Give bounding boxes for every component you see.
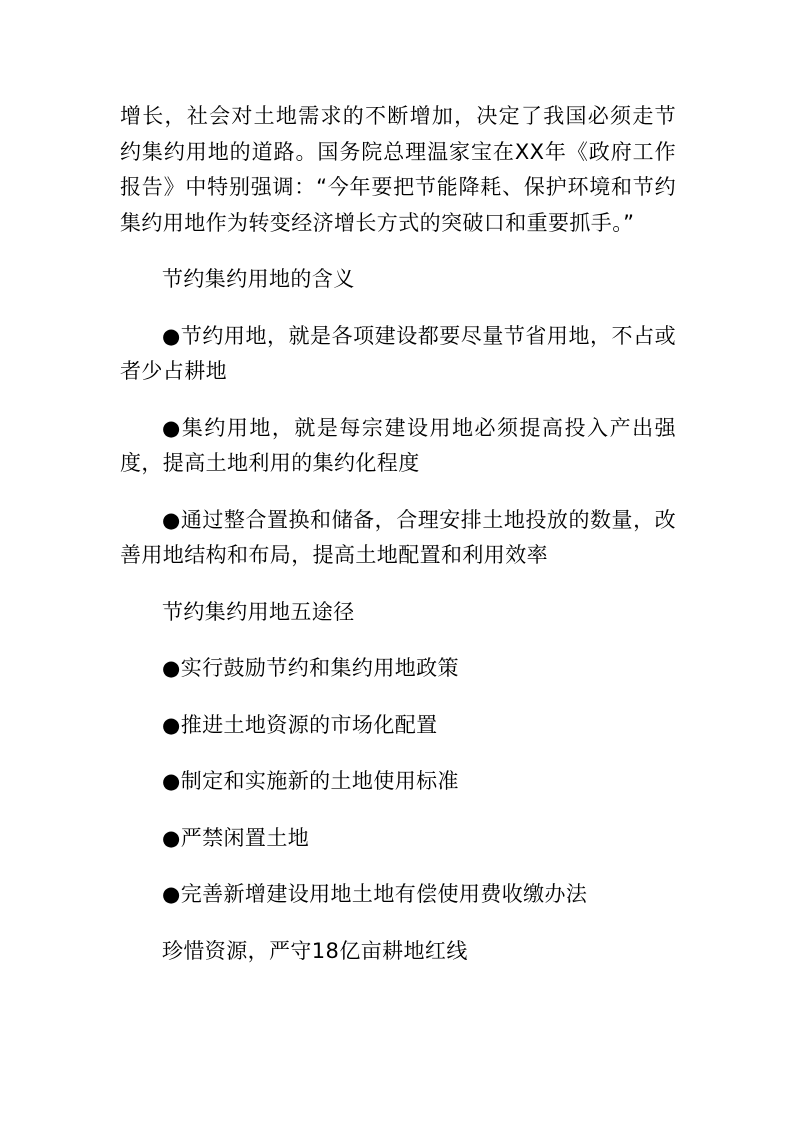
section-heading-red-line: 珍惜资源，严守18亿亩耕地红线 xyxy=(162,938,468,963)
bullet-item: ●实行鼓励节约和集约用地政策 xyxy=(162,656,459,680)
bullet-item: ●严禁闲置土地 xyxy=(162,825,310,850)
bullet-item: ●集约用地，就是每宗建设用地必须提高投入产出强度，提高土地利用的集约化程度 xyxy=(120,415,676,475)
body-paragraph: 增长，社会对土地需求的不断增加，决定了我国必须走节约集约用地的道路。国务院总理温家宝在XX年《政府工作报告》中特别强调：“今年要把节能降耗、保护环境和节约集约用地作为转变经济增长方式的突破口和重要抓手。” xyxy=(120,104,676,235)
bullet-item: ●通过整合置换和储备，合理安排土地投放的数量，改善用地结构和布局，提高土地配置和利用效率 xyxy=(120,507,676,567)
section-heading-approaches: 节约集约用地五途径 xyxy=(162,599,355,624)
bullet-item: ●节约用地，就是各项建设都要尽量节省用地，不占或者少占耕地 xyxy=(120,323,676,383)
bullet-item: ●制定和实施新的土地使用标准 xyxy=(162,769,459,793)
bullet-item: ●推进土地资源的市场化配置 xyxy=(162,712,438,737)
bullet-item: ●完善新增建设用地土地有偿使用费收缴办法 xyxy=(162,882,588,906)
section-heading-meaning: 节约集约用地的含义 xyxy=(162,267,355,291)
